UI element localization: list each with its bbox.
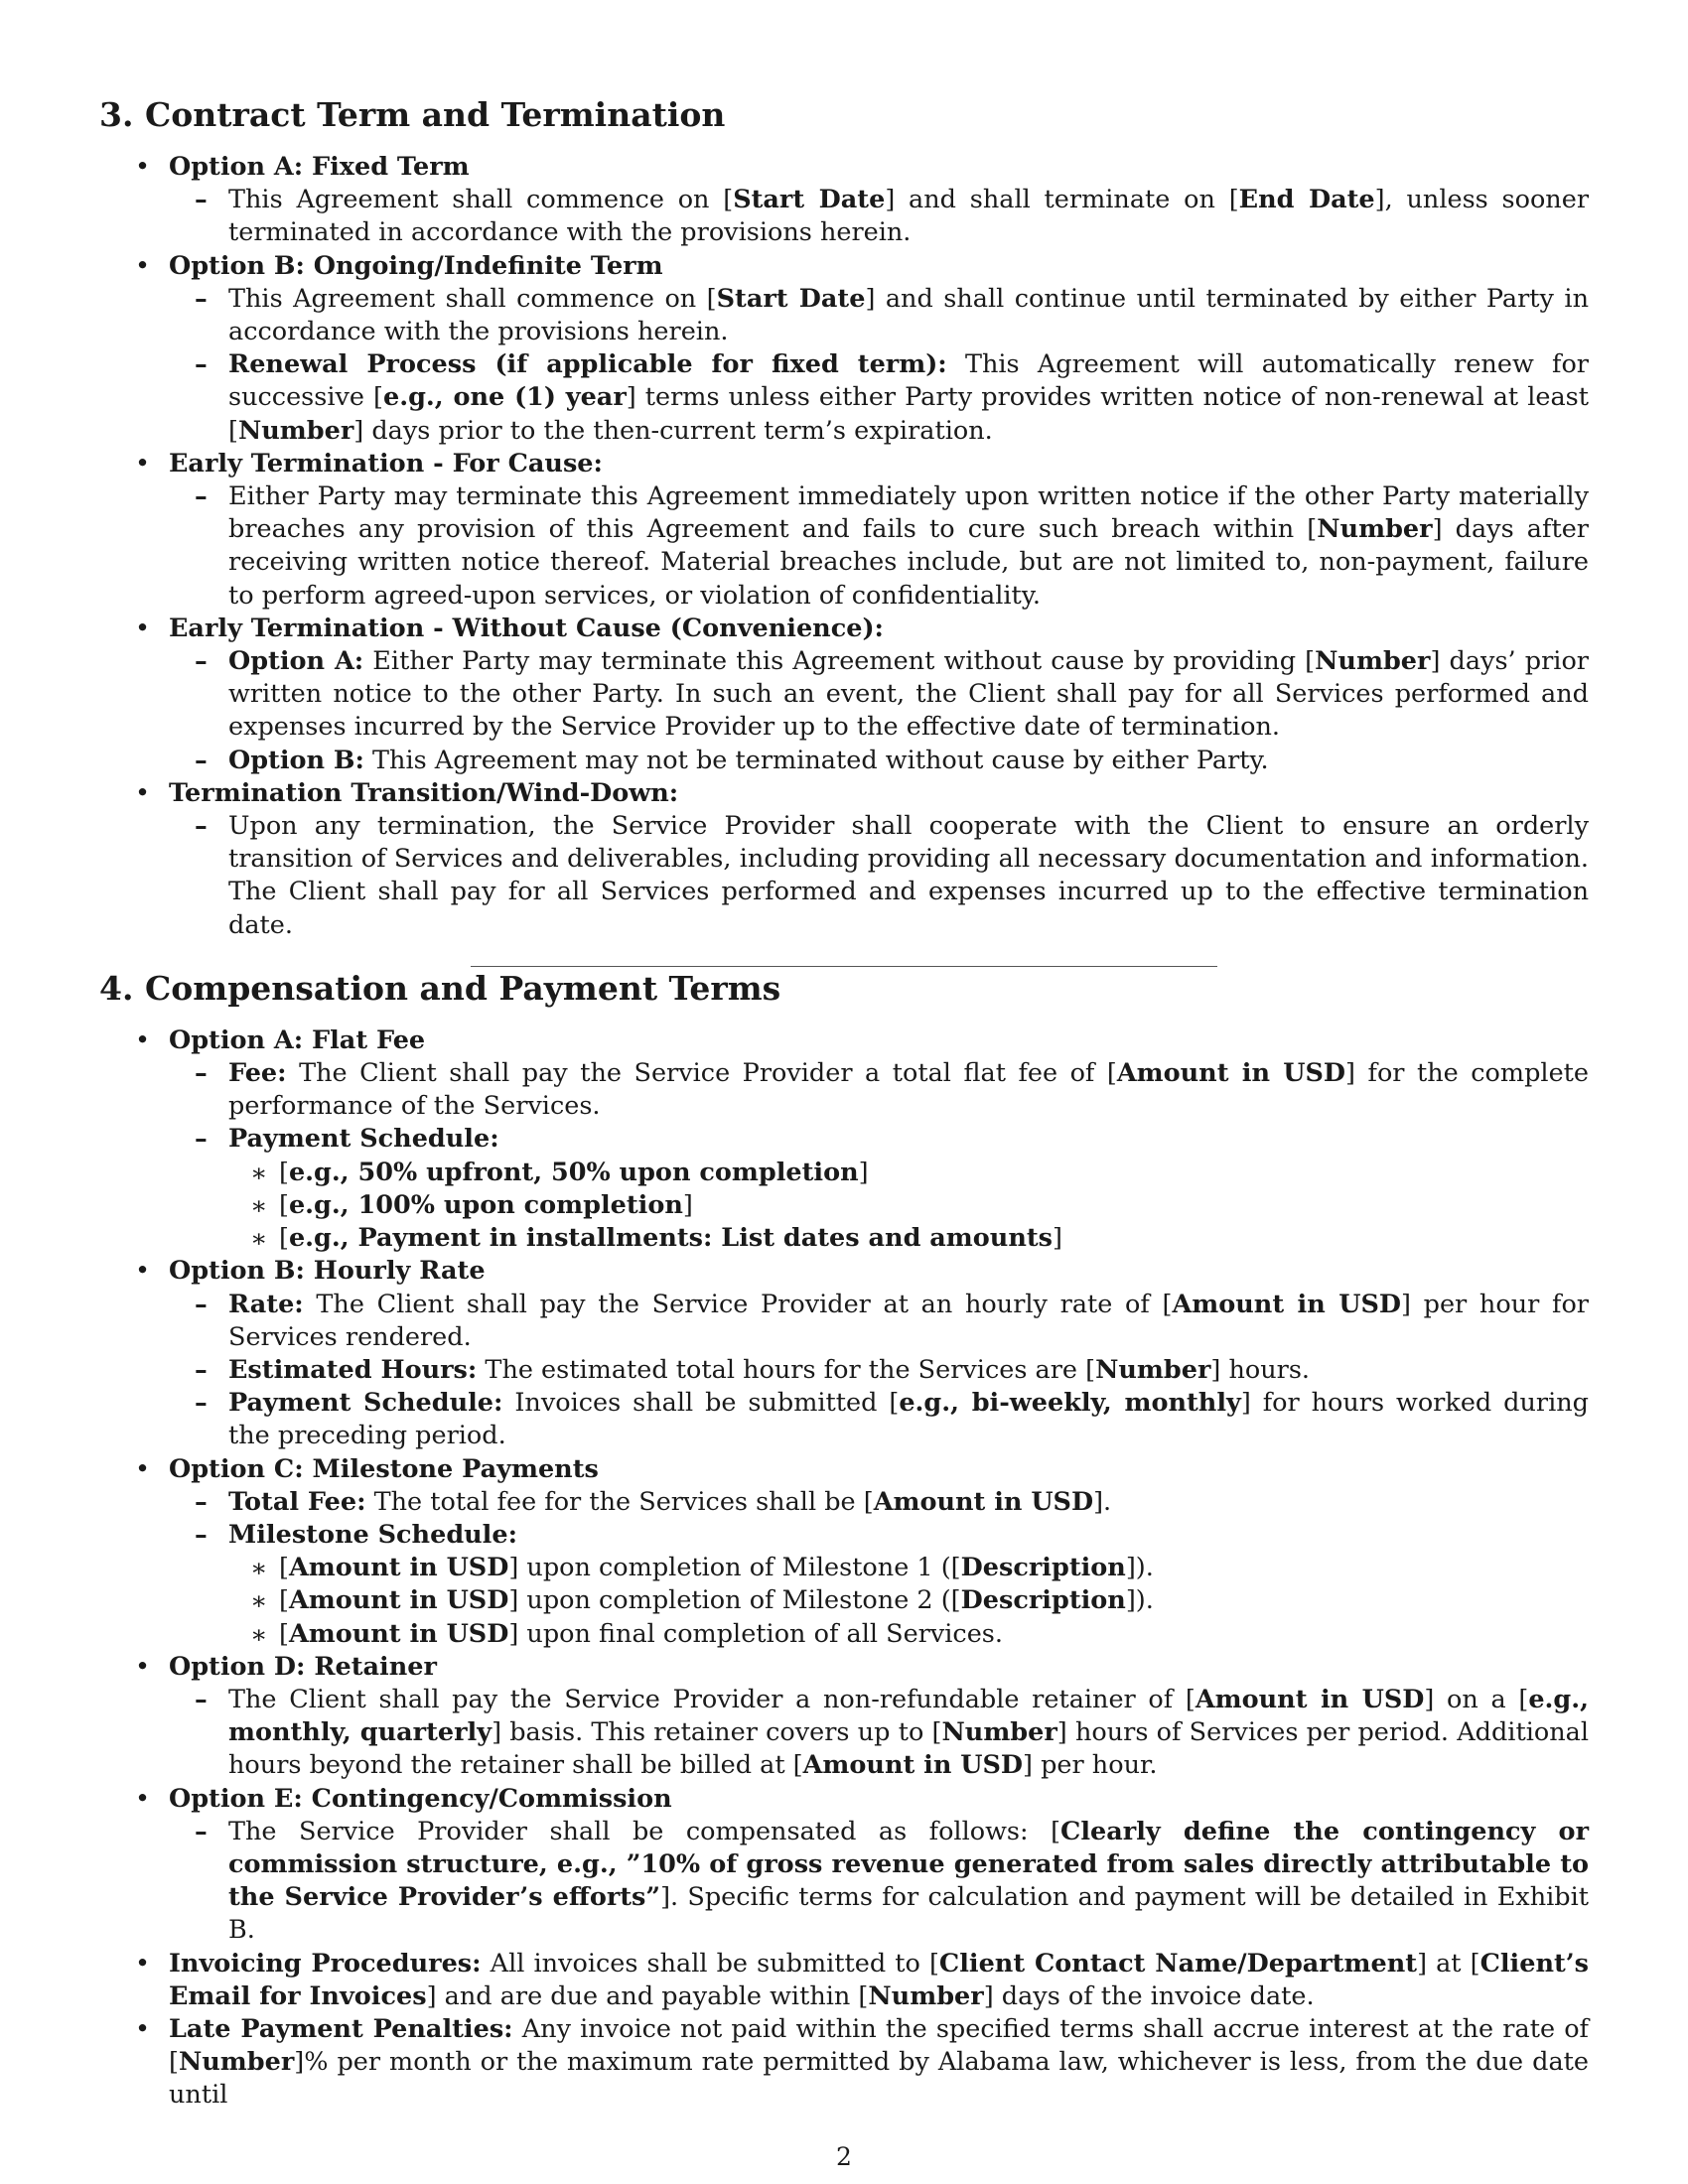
section-title: Contract Term and Termination: [145, 95, 726, 134]
option-heading: Option E: Contingency/Commission: [169, 1783, 672, 1814]
list-item: [99, 777, 1589, 942]
option-heading: Option D: Retainer: [169, 1651, 437, 1682]
sub-item: – Upon any termination, the Service Provider shall cooperate with the Client to ensure an orderly transition of Services and deliverables, including providing all necessary documentation and information. The Client shall pay for all Services performed and expenses incurred up to the effective termination date.: [169, 810, 1589, 942]
list-item: [99, 151, 1589, 250]
section-4-list: [99, 1024, 1589, 2113]
sub-sub-item: ∗ [Amount in USD] upon completion of Milestone 1 ([Description]).: [228, 1552, 1589, 1584]
option-heading: Option A: Flat Fee: [169, 1024, 426, 1055]
section-heading-3: [99, 93, 1589, 137]
horizontal-divider: [471, 966, 1217, 967]
sub-item: – This Agreement shall commence on [Start Date] and shall continue until terminated by either Party in accordance with the provisions herein.: [169, 283, 1589, 348]
page-number: 2: [836, 2142, 852, 2171]
list-item: • Late Payment Penalties: Any invoice not paid within the specified terms shall accrue interest at the rate of [Number]% per month or the maximum rate permitted by Alabama law, whichever is less, from the due date until: [99, 2013, 1589, 2113]
list-item: • Invoicing Procedures: All invoices shall be submitted to [Client Contact Name/Department] at [Client’s Email for Invoices] and are due and payable within [Number] days of the invoice date.: [99, 1948, 1589, 2013]
option-heading: Option B: Ongoing/Indefinite Term: [169, 250, 663, 281]
list-item: [99, 448, 1589, 613]
sub-sub-item: ∗ [e.g., Payment in installments: List dates and amounts]: [228, 1222, 1589, 1255]
sub-item: – Milestone Schedule: ∗ [Amount in USD] upon completion of Milestone 1 ([Description]). ∗ [Amount in USD] upon completion of Milestone 2 ([Description]). ∗ [Amount in USD] upon final completion of all Services.: [169, 1519, 1589, 1651]
sub-sub-item: ∗ [Amount in USD] upon completion of Milestone 2 ([Description]).: [228, 1584, 1589, 1617]
list-item: [99, 1651, 1589, 1783]
list-item: [99, 1255, 1589, 1452]
option-heading: Early Termination - For Cause:: [169, 448, 603, 478]
sub-item: – Total Fee: The total fee for the Services shall be [Amount in USD].: [169, 1486, 1589, 1519]
page-content: [99, 93, 1589, 2113]
list-item: [99, 250, 1589, 448]
section-number: 4.: [99, 968, 134, 1008]
section-number: 3.: [99, 95, 134, 134]
option-heading: Option C: Milestone Payments: [169, 1453, 599, 1484]
list-item: [99, 1024, 1589, 1255]
sub-item: – This Agreement shall commence on [Start Date] and shall terminate on [End Date], unless sooner terminated in accordance with the provisions herein.: [169, 184, 1589, 249]
sub-sub-item: ∗ [e.g., 100% upon completion]: [228, 1189, 1589, 1222]
option-heading: Early Termination - Without Cause (Convenience):: [169, 613, 884, 643]
section-heading-4: [99, 967, 1589, 1011]
sub-item: – Fee: The Client shall pay the Service Provider a total flat fee of [Amount in USD] for the complete performance of the Services.: [169, 1057, 1589, 1123]
sub-item: – Estimated Hours: The estimated total hours for the Services are [Number] hours.: [169, 1354, 1589, 1387]
section-title: Compensation and Payment Terms: [145, 968, 781, 1008]
sub-sub-item: ∗ [Amount in USD] upon final completion of all Services.: [228, 1618, 1589, 1651]
option-heading: Option A: Fixed Term: [169, 152, 470, 182]
list-item: [99, 613, 1589, 777]
list-item: [99, 1453, 1589, 1651]
sub-item: – Option B: This Agreement may not be terminated without cause by either Party.: [169, 745, 1589, 777]
sub-item: – Option A: Either Party may terminate this Agreement without cause by providing [Number] days’ prior written notice to the other Party. In such an event, the Client shall pay for all Services performed and expenses incurred by the Service Provider up to the effective date of termination.: [169, 645, 1589, 745]
option-heading: Termination Transition/Wind-Down:: [169, 777, 679, 808]
sub-item: – Payment Schedule: Invoices shall be submitted [e.g., bi-weekly, monthly] for hours worked during the preceding period.: [169, 1387, 1589, 1452]
sub-item: – Rate: The Client shall pay the Service Provider at an hourly rate of [Amount in USD] per hour for Services rendered.: [169, 1289, 1589, 1354]
section-3-list: [99, 151, 1589, 942]
sub-item: – The Service Provider shall be compensated as follows: [Clearly define the contingency or commission structure, e.g., ”10% of gross revenue generated from sales directly attributable to the Service Provider’s efforts”]. Specific terms for calculation and payment will be detailed in Exhibit B.: [169, 1816, 1589, 1948]
sub-item: – Payment Schedule: ∗ [e.g., 50% upfront, 50% upon completion] ∗ [e.g., 100% upon completion] ∗ [e.g., Payment in installments: List dates and amounts]: [169, 1123, 1589, 1255]
sub-item: – Either Party may terminate this Agreement immediately upon written notice if the other Party materially breaches any provision of this Agreement and fails to cure such breach within [Number] days after receiving written notice thereof. Material breaches include, but are not limited to, non-payment, failure to perform agreed-upon services, or violation of confidentiality.: [169, 480, 1589, 613]
list-item: [99, 1783, 1589, 1948]
sub-sub-item: ∗ [e.g., 50% upfront, 50% upon completion]: [228, 1157, 1589, 1189]
sub-item: – Renewal Process (if applicable for fixed term): This Agreement will automatically renew for successive [e.g., one (1) year] terms unless either Party provides written notice of non-renewal at least [Number] days prior to the then-current term’s expiration.: [169, 348, 1589, 448]
option-heading: Option B: Hourly Rate: [169, 1256, 486, 1287]
sub-item: – The Client shall pay the Service Provider a non-refundable retainer of [Amount in USD] on a [e.g., monthly, quarterly] basis. This retainer covers up to [Number] hours of Services per period. Additional hours beyond the retainer shall be billed at [Amount in USD] per hour.: [169, 1684, 1589, 1783]
